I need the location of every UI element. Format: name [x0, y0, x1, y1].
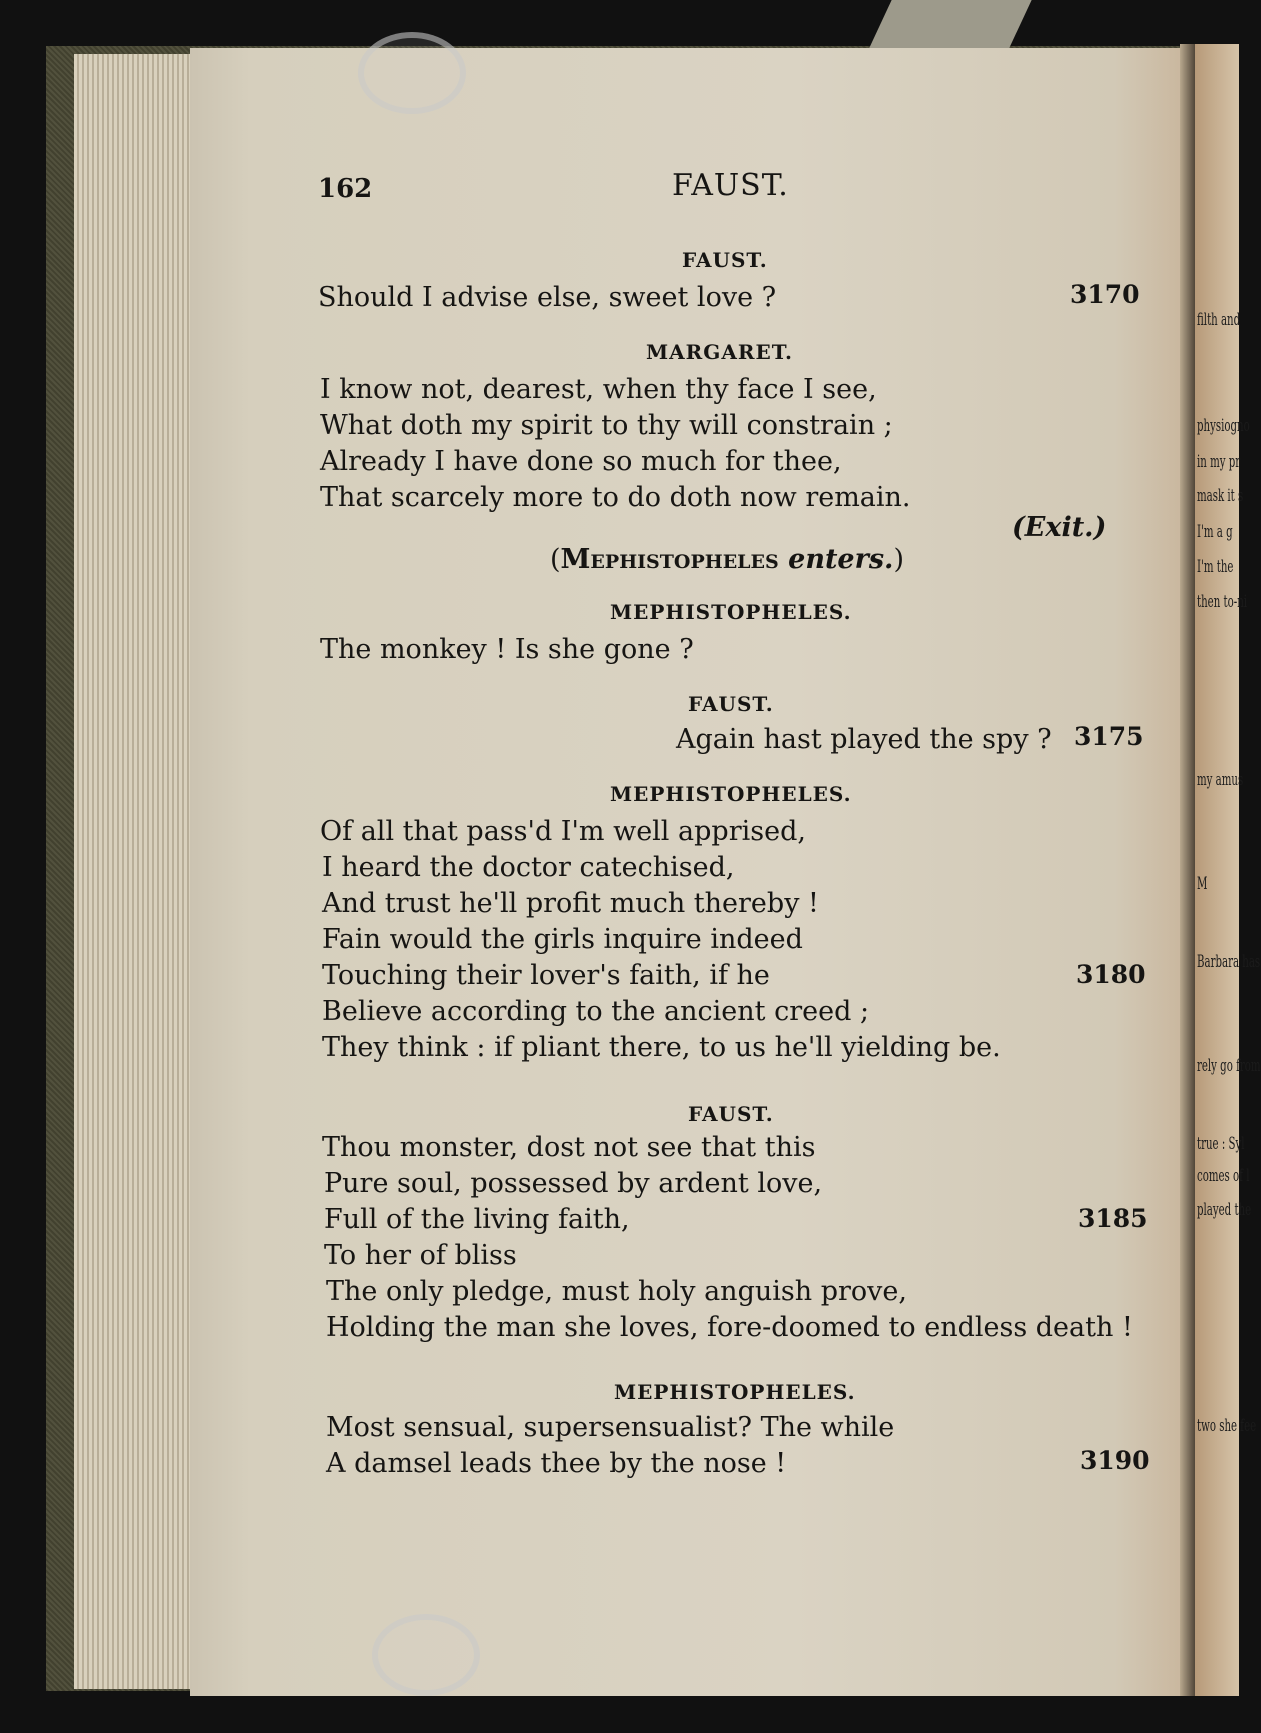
verse-line: The only pledge, must holy anguish prove,	[326, 1276, 907, 1307]
line-number: 3190	[1080, 1446, 1150, 1475]
facing-page-text: two she fee	[1197, 1416, 1257, 1436]
facing-page-text: filth and	[1197, 310, 1241, 330]
verse-line: Already I have done so much for thee,	[320, 446, 842, 477]
facing-page-text: I'm a g	[1197, 522, 1233, 542]
verse-line: Full of the living faith,	[324, 1204, 630, 1235]
verse-line: The monkey ! Is she gone ?	[320, 634, 694, 665]
verse-line: Fain would the girls inquire indeed	[322, 924, 803, 955]
facing-page-text: my amus	[1197, 770, 1244, 790]
page-edges	[74, 54, 204, 1689]
facing-page-text: M	[1197, 874, 1208, 894]
verse-line: Thou monster, dost not see that this	[322, 1132, 816, 1163]
facing-page-text: I'm the	[1197, 557, 1234, 577]
line-number: 3180	[1076, 960, 1146, 989]
page-clip-bottom	[372, 1614, 480, 1696]
book-mark-tab	[868, 0, 1031, 50]
verse-line: Of all that pass'd I'm well apprised,	[320, 816, 806, 847]
verse-line: What doth my spirit to thy will constrain ;	[320, 410, 893, 441]
verse-line: Again hast played the spy ?	[676, 724, 1052, 755]
verse-line: To her of bliss	[324, 1240, 517, 1271]
facing-page-text: played the	[1197, 1200, 1252, 1220]
verse-line: Touching their lover's faith, if he	[322, 960, 770, 991]
facing-page-text: in my pr	[1197, 452, 1241, 472]
page-number: 162	[318, 174, 373, 204]
facing-page-text: Barbara has	[1197, 952, 1261, 972]
verse-line: Believe according to the ancient creed ;	[322, 996, 870, 1027]
line-number: 3175	[1074, 722, 1144, 751]
verse-line: I know not, dearest, when thy face I see,	[320, 374, 877, 405]
speaker-name: MEPHISTOPHELES.	[610, 782, 852, 806]
facing-page-text: physiogno	[1197, 416, 1250, 436]
verse-line: Holding the man she loves, fore-doomed to endless death !	[326, 1312, 1133, 1343]
page-clip-top	[358, 32, 466, 114]
stage-direction: (Mephistopheles enters.)	[550, 544, 904, 575]
speaker-name: FAUST.	[682, 248, 768, 272]
stage-direction-exit: (Exit.)	[1012, 512, 1107, 543]
speaker-name: MEPHISTOPHELES.	[610, 600, 852, 624]
verse-line: I heard the doctor catechised,	[322, 852, 735, 883]
speaker-name: FAUST.	[688, 1102, 774, 1126]
verse-line: A damsel leads thee by the nose !	[326, 1448, 787, 1479]
running-title: FAUST.	[672, 168, 789, 203]
verse-line: And trust he'll profit much thereby !	[322, 888, 819, 919]
verse-line: That scarcely more to do doth now remain.	[320, 482, 911, 513]
facing-page-edge	[1195, 44, 1261, 1696]
line-number: 3170	[1070, 280, 1140, 309]
facing-page-text: rely go from	[1197, 1056, 1261, 1076]
facing-page-text: then to-ni	[1197, 592, 1248, 612]
book-gutter	[1180, 44, 1196, 1696]
verse-line: Most sensual, supersensualist? The while	[326, 1412, 895, 1443]
line-number: 3185	[1078, 1204, 1148, 1233]
verse-line: Pure soul, possessed by ardent love,	[324, 1168, 823, 1199]
facing-page-text: true : Syl	[1197, 1134, 1245, 1154]
verse-line: Should I advise else, sweet love ?	[318, 282, 777, 313]
speaker-name: MARGARET.	[646, 340, 794, 364]
verse-line: They think : if pliant there, to us he'll yielding be.	[322, 1032, 1001, 1063]
facing-page-text: mask it s	[1197, 486, 1244, 506]
facing-page-text: comes of l	[1197, 1166, 1250, 1186]
speaker-name: MEPHISTOPHELES.	[614, 1380, 856, 1404]
speaker-name: FAUST.	[688, 692, 774, 716]
